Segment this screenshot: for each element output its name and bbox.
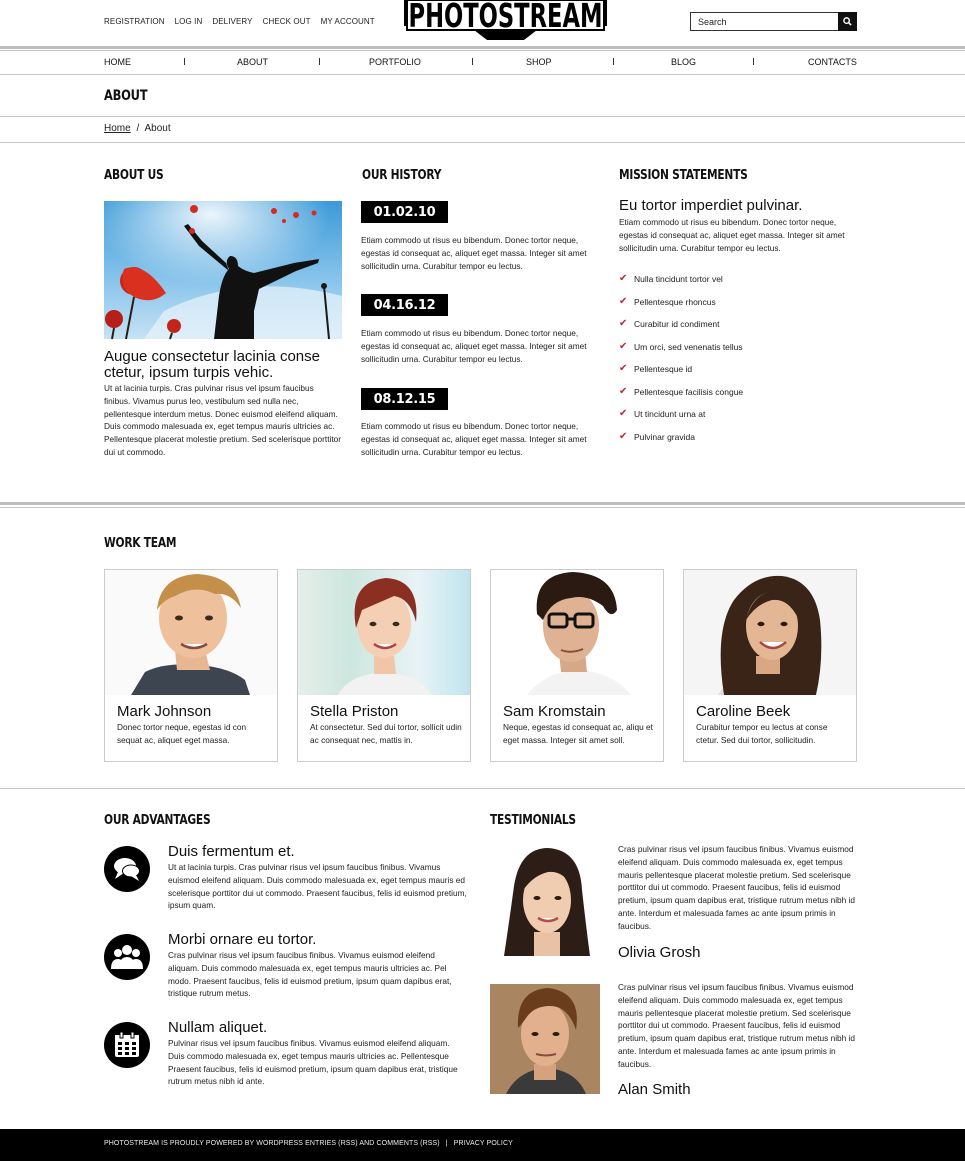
my-account-link[interactable]: MY ACCOUNT	[320, 17, 375, 26]
list-item-label: Pellentesque id	[634, 364, 693, 374]
list-item-label: Curabitur id condiment	[634, 319, 720, 329]
nav-contacts[interactable]: CONTACTS	[808, 57, 857, 67]
advantage-text: Ut at lacinia turpis. Cras pulvinar risus vel ipsum faucibus finibus. Vivamus euismod eleifend aliquam. Duis commodo malesuada ex, eget tempus mauris ed scelerisque porttitor dui ut commodo. Praesent faucibus, felis id euismod pretium, ipsum quam.	[168, 862, 467, 911]
advantage-text: Cras pulvinar risus vel ipsum faucibus finibus. Vivamus euismod eleifend aliquam. Duis commodo malesuada ex, eget tempus mauris ultricies ac. Pel modo. Praesent faucibus, felis id euismod pretium, ipsum quam dapibus erat, tristique rutrum metus.	[168, 950, 452, 999]
nav-shop[interactable]: SHOP	[526, 57, 552, 67]
nav-separator	[184, 58, 185, 65]
breadcrumb-home[interactable]: Home	[104, 123, 131, 134]
about-text: Ut at lacinia turpis. Cras pulvinar risus vel ipsum faucibus finibus. Vivamus purus leo, vestibulum sed nulla nec, pellentesque interdum metus. Donec euismod eleifend aliquam. Duis commodo malesuada ex, eget tempus mauris ultricies ac. Pellentesque placerat molestie pretium. Sed scelerisque porttitor dui ut commodo.	[104, 383, 342, 457]
list-item	[619, 409, 743, 432]
nav-about[interactable]: ABOUT	[237, 57, 269, 67]
checkout-link[interactable]: CHECK OUT	[262, 17, 311, 26]
about-image	[104, 201, 342, 339]
search-box	[690, 12, 857, 31]
breadcrumb-separator: /	[136, 123, 140, 134]
testimonial-author: Olivia Grosh	[618, 944, 701, 961]
team-card[interactable]	[297, 569, 471, 762]
nav-portfolio[interactable]: PORTFOLIO	[369, 57, 421, 67]
delivery-link[interactable]: DELIVERY	[212, 17, 253, 26]
list-item-label: Ut tincidunt urna at	[634, 409, 706, 419]
group-icon	[104, 934, 150, 980]
advantage-title: Duis fermentum et.	[168, 843, 295, 860]
history-date-badge: 04.16.12	[361, 294, 448, 316]
logo-text: PHOTOSTREAM	[408, 0, 603, 35]
login-link[interactable]: LOG IN	[174, 17, 203, 26]
history-heading: OUR HISTORY	[362, 168, 442, 183]
team-photo	[684, 570, 856, 695]
section-divider	[0, 788, 965, 789]
header-divider	[0, 46, 965, 49]
search-icon	[843, 17, 852, 26]
list-item	[619, 319, 743, 342]
check-icon: ✔	[619, 318, 628, 329]
team-member-desc: At consectetur. Sed dui tortor, sollicit udin ac consequat nec, mattis in.	[310, 722, 462, 745]
list-item-label: Nulla tincidunt tortor vel	[634, 274, 723, 284]
chat-icon	[104, 846, 150, 892]
breadcrumb	[104, 123, 171, 134]
team-card[interactable]	[104, 569, 278, 762]
breadcrumb-current: About	[144, 123, 171, 134]
team-card[interactable]	[683, 569, 857, 762]
search-input[interactable]	[691, 13, 838, 30]
testimonial-text: Cras pulvinar risus vel ipsum faucibus finibus. Vivamus euismod eleifend aliquam. Duis commodo malesuada ex, eget tempus mauris pellentesque placerat molestie pretium. Sed scelerisque porttitor dui ut commodo. Praesent faucibus, felis id euismod pretium, ipsum quam dapibus erat, tristique rutrum metus nibh id ante. Interdum et malesuada fames ac ante ipsum primis in faucibus.	[618, 844, 856, 931]
about-lead: Augue consectetur lacinia conse ctetur, ipsum turpis vehic.	[104, 348, 320, 381]
team-member-name: Stella Priston	[310, 703, 399, 720]
team-photo	[298, 570, 470, 695]
list-item-label: Pellentesque rhoncus	[634, 296, 716, 307]
history-text: Etiam commodo ut risus eu bibendum. Donec tortor neque, egestas id consequat ac, aliquet eget massa. Integer sit amet sollicitudin urna. Curabitur tempor eu lectus.	[361, 235, 587, 271]
history-date-badge: 08.12.15	[361, 388, 448, 410]
team-member-name: Mark Johnson	[117, 703, 212, 720]
top-links	[104, 17, 375, 26]
main-nav	[104, 57, 856, 69]
list-item	[619, 274, 743, 297]
history-text: Etiam commodo ut risus eu bibendum. Donec tortor neque, egestas id consequat ac, aliquet eget massa. Integer sit amet sollicitudin urna. Curabitur tempor eu lectus.	[361, 421, 587, 457]
team-card[interactable]	[490, 569, 664, 762]
testimonial-text: Cras pulvinar risus vel ipsum faucibus finibus. Vivamus euismod eleifend aliquam. Duis commodo malesuada ex, eget tempus mauris pellentesque placerat molestie pretium. Sed scelerisque porttitor dui ut commodo. Praesent faucibus, felis id euismod pretium, ipsum quam dapibus erat, tristique rutrum metus nibh id ante. Interdum et malesuada fames ac ante ipsum primis in faucibus.	[618, 982, 856, 1069]
breadcrumb-divider	[0, 142, 965, 143]
team-photo	[105, 570, 277, 695]
advantage-title: Morbi ornare eu tortor.	[168, 931, 317, 948]
title-divider	[0, 116, 965, 117]
mission-heading: MISSION STATEMENTS	[619, 168, 748, 183]
footer-separator: |	[445, 1140, 448, 1147]
list-item	[619, 364, 743, 387]
team-photo	[491, 570, 663, 695]
advantage-text: Pulvinar risus vel ipsum faucibus finibus. Vivamus euismod eleifend aliquam. Duis commodo malesuada ex, eget tempus mauris ultricies ac. Pellentesque Praesent faucibus, felis id euismod pretium, ipsum quam dapibus erat, tristique rutrum metus nibh id ante.	[168, 1038, 458, 1087]
mission-list	[619, 274, 743, 454]
footer-text: PHOTOSTREAM IS PROUDLY POWERED BY WORDPRESS ENTRIES (RSS) AND COMMENTS (RSS)	[104, 1140, 440, 1147]
advantage-title: Nullam aliquet.	[168, 1019, 268, 1036]
site-logo[interactable]	[404, 0, 607, 41]
nav-separator	[472, 58, 473, 65]
check-icon: ✔	[619, 295, 628, 307]
nav-separator	[753, 58, 754, 65]
privacy-policy-link[interactable]: PRIVACY POLICY	[453, 1140, 513, 1147]
page-title: ABOUT	[104, 88, 148, 104]
testimonial-author: Alan Smith	[618, 1081, 691, 1098]
nav-top-divider	[0, 50, 965, 51]
nav-blog[interactable]: BLOG	[671, 57, 697, 67]
mission-lead: Eu tortor imperdiet pulvinar.	[619, 197, 803, 214]
check-icon: ✔	[619, 430, 628, 442]
nav-separator	[319, 58, 320, 65]
team-heading: WORK TEAM	[104, 536, 177, 551]
check-icon: ✔	[619, 363, 628, 374]
nav-bottom-divider	[0, 74, 965, 75]
testimonial-photo	[490, 984, 600, 1094]
team-member-desc: Curabitur tempor eu lectus at conse ctetur. Sed dui tortor, sollicitudin.	[696, 722, 828, 745]
check-icon: ✔	[619, 408, 628, 419]
nav-home[interactable]: HOME	[104, 57, 131, 67]
list-item-label: Pellentesque facilisis congue	[634, 386, 744, 397]
footer	[0, 1129, 965, 1161]
footer-text-wrap	[104, 1140, 513, 1147]
section-divider	[0, 502, 965, 505]
search-button[interactable]	[838, 12, 857, 31]
testimonial-photo	[490, 846, 600, 956]
testimonials-heading: TESTIMONIALS	[490, 813, 576, 828]
list-item-label: Pulvinar gravida	[634, 431, 695, 442]
team-member-desc: Neque, egestas id consequat ac, aliqu et eget massa. Integer sit amet soll.	[503, 722, 653, 745]
mission-text: Etiam commodo ut risus eu bibendum. Donec tortor neque, egestas id consequat ac, aliquet eget massa. Integer sit amet sollicitudin urna. Curabitur tempor eu lectus.	[619, 217, 845, 253]
check-icon: ✔	[619, 385, 628, 397]
history-date-badge: 01.02.10	[361, 201, 448, 223]
list-item	[619, 387, 743, 410]
history-text: Etiam commodo ut risus eu bibendum. Donec tortor neque, egestas id consequat ac, aliquet eget massa. Integer sit amet sollicitudin urna. Curabitur tempor eu lectus.	[361, 328, 587, 364]
team-member-name: Sam Kromstain	[503, 703, 606, 720]
list-item	[619, 297, 743, 320]
calendar-icon	[104, 1022, 150, 1068]
team-member-desc: Donec tortor neque, egestas id con sequat ac, aliquet eget massa.	[117, 722, 247, 745]
list-item	[619, 432, 743, 455]
team-member-name: Caroline Beek	[696, 703, 791, 720]
section-divider	[0, 507, 965, 508]
list-item	[619, 342, 743, 365]
advantages-heading: OUR ADVANTAGES	[104, 813, 211, 828]
list-item-label: Um orci, sed venenatis tellus	[634, 341, 743, 352]
check-icon: ✔	[619, 273, 628, 284]
nav-separator	[613, 58, 614, 65]
check-icon: ✔	[619, 340, 628, 352]
registration-link[interactable]: REGISTRATION	[104, 17, 165, 26]
about-heading: ABOUT US	[104, 168, 164, 183]
